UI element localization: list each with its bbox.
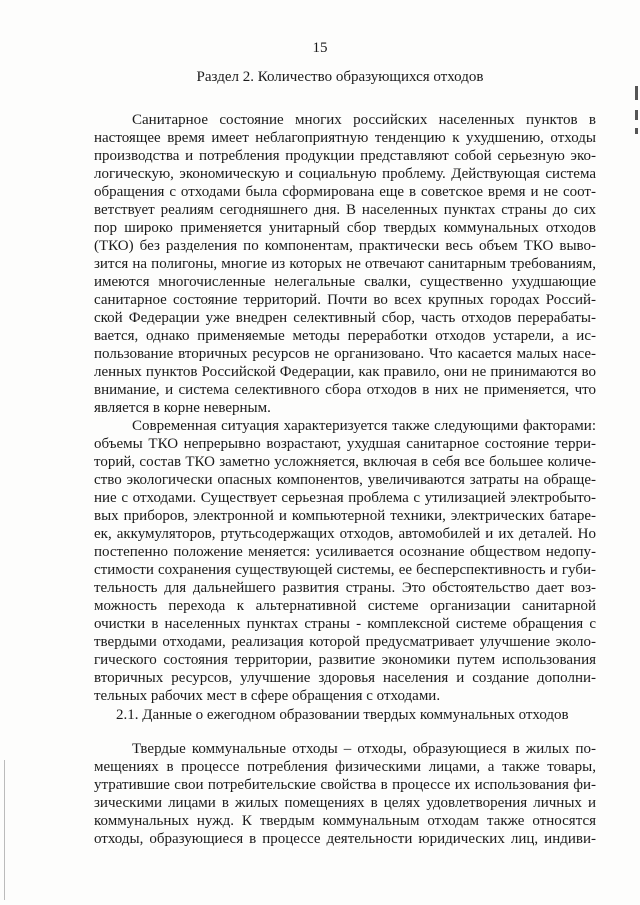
paragraph-line: ство экологически опасных компонентов, увеличиваются затраты на обраще- bbox=[94, 472, 596, 488]
paragraph-line: вторичных ресурсов, улучшение здоровья населения и создание дополни- bbox=[94, 670, 596, 686]
paragraph-line: производства и потребления продукции представляют собой серьезную эко- bbox=[94, 148, 596, 164]
paragraph-line: зическими лицами в жилых помещениях в целях удовлетворения личных и bbox=[94, 795, 596, 811]
paragraph-line: Санитарное состояние многих российских населенных пунктов в bbox=[132, 112, 596, 128]
scan-edge-mark bbox=[4, 760, 5, 900]
paragraph-line: имеются многочисленные нелегальные свалки, существенно ухудшающие bbox=[94, 274, 596, 290]
paragraph-line: объемы ТКО непрерывно возрастают, ухудшая санитарное состояние терри- bbox=[94, 436, 596, 452]
paragraph-line: пользование вторичных ресурсов не организовано. Что касается малых насе- bbox=[94, 346, 596, 362]
paragraph-line: торий, состав ТКО заметно усложняется, включая в себя все большее количе- bbox=[94, 454, 596, 470]
paragraph-line: (ТКО) без разделения по компонентам, практически весь объем ТКО выво- bbox=[94, 238, 596, 254]
paragraph-line: можность перехода к альтернативной системе организации санитарной bbox=[94, 598, 596, 614]
paragraph-line: мещениях в процессе потребления физическими лицами, а также товары, bbox=[94, 759, 596, 775]
paragraph-line: ние с отходами. Существует серьезная проблема с утилизацией электробыто- bbox=[94, 490, 596, 506]
paragraph-line: ленных пунктов Российской Федерации, как правило, они не принимаются во bbox=[94, 364, 596, 380]
paragraph-line: пор широко применяется унитарный сбор твердых коммунальных отходов bbox=[94, 220, 596, 236]
paragraph-line: внимание, и система селективного сбора отходов в них не применяется, что bbox=[94, 382, 596, 398]
paragraph-line: коммунальных нужд. К твердым коммунальным отходам также относятся bbox=[94, 813, 596, 829]
paragraph-line: является в корне неверным. bbox=[94, 400, 271, 416]
paragraph-line: зится на полигоны, многие из которых не отвечают санитарным требованиям, bbox=[94, 256, 596, 272]
subsection-title: 2.1. Данные о ежегодном образовании твердых коммунальных отходов bbox=[116, 707, 569, 723]
paragraph-line: гического состояния территории, развитие экономики путем использования bbox=[94, 652, 596, 668]
paragraph-line: стимости сохранения существующей системы, ее бесперспективность и губи- bbox=[94, 562, 596, 578]
paragraph-line: ек, аккумуляторов, ртутьсодержащих отходов, автомобилей и их деталей. Но bbox=[94, 526, 596, 542]
scan-edge-mark bbox=[635, 86, 638, 100]
paragraph-line: санитарное состояние территорий. Почти во всех крупных городах Россий- bbox=[94, 292, 596, 308]
paragraph-line: вых приборов, электронной и компьютерной техники, электрических батаре- bbox=[94, 508, 596, 524]
paragraph-line: ветствует реалиям сегодняшнего дня. В населенных пунктах страны до сих bbox=[94, 202, 596, 218]
paragraph-line: ской Федерации уже внедрен селективный сбор, часть отходов перерабаты- bbox=[94, 310, 596, 326]
paragraph-line: постепенно положение меняется: усиливается осознание обществом недопу- bbox=[94, 544, 596, 560]
paragraph-line: Современная ситуация характеризуется также следующими факторами: bbox=[132, 418, 596, 434]
paragraph-line: твердыми отходами, реализация которой предусматривает улучшение эколо- bbox=[94, 634, 596, 650]
section-title: Раздел 2. Количество образующихся отходов bbox=[196, 69, 484, 85]
paragraph-line: очистки в населенных пунктах страны - комплексной системе обращения с bbox=[94, 616, 596, 632]
paragraph-line: тельных рабочих мест в сфере обращения с отходами. bbox=[94, 688, 441, 704]
paragraph-line: обращения с отходами была сформирована еще в советское время и не соот- bbox=[94, 184, 596, 200]
paragraph-line: отходы, образующиеся в процессе деятельности юридических лиц, индиви- bbox=[94, 831, 596, 847]
page-number: 15 bbox=[312, 40, 328, 56]
scan-edge-mark bbox=[635, 128, 638, 134]
scan-edge-mark bbox=[635, 110, 638, 120]
paragraph-line: тельность для дальнейшего развития страны. Это обстоятельство дает воз- bbox=[94, 580, 596, 596]
paragraph-line: утратившие свои потребительские свойства в процессе их использования фи- bbox=[94, 777, 596, 793]
paragraph-line: Твердые коммунальные отходы – отходы, образующиеся в жилых по- bbox=[132, 741, 596, 757]
paragraph-line: настоящее время имеет неблагоприятную тенденцию к ухудшению, отходы bbox=[94, 130, 596, 146]
paragraph-line: логическую, экономическую и социальную проблему. Действующая система bbox=[94, 166, 596, 182]
paragraph-line: вается, однако применяемые методы переработки отходов устарели, а ис- bbox=[94, 328, 596, 344]
